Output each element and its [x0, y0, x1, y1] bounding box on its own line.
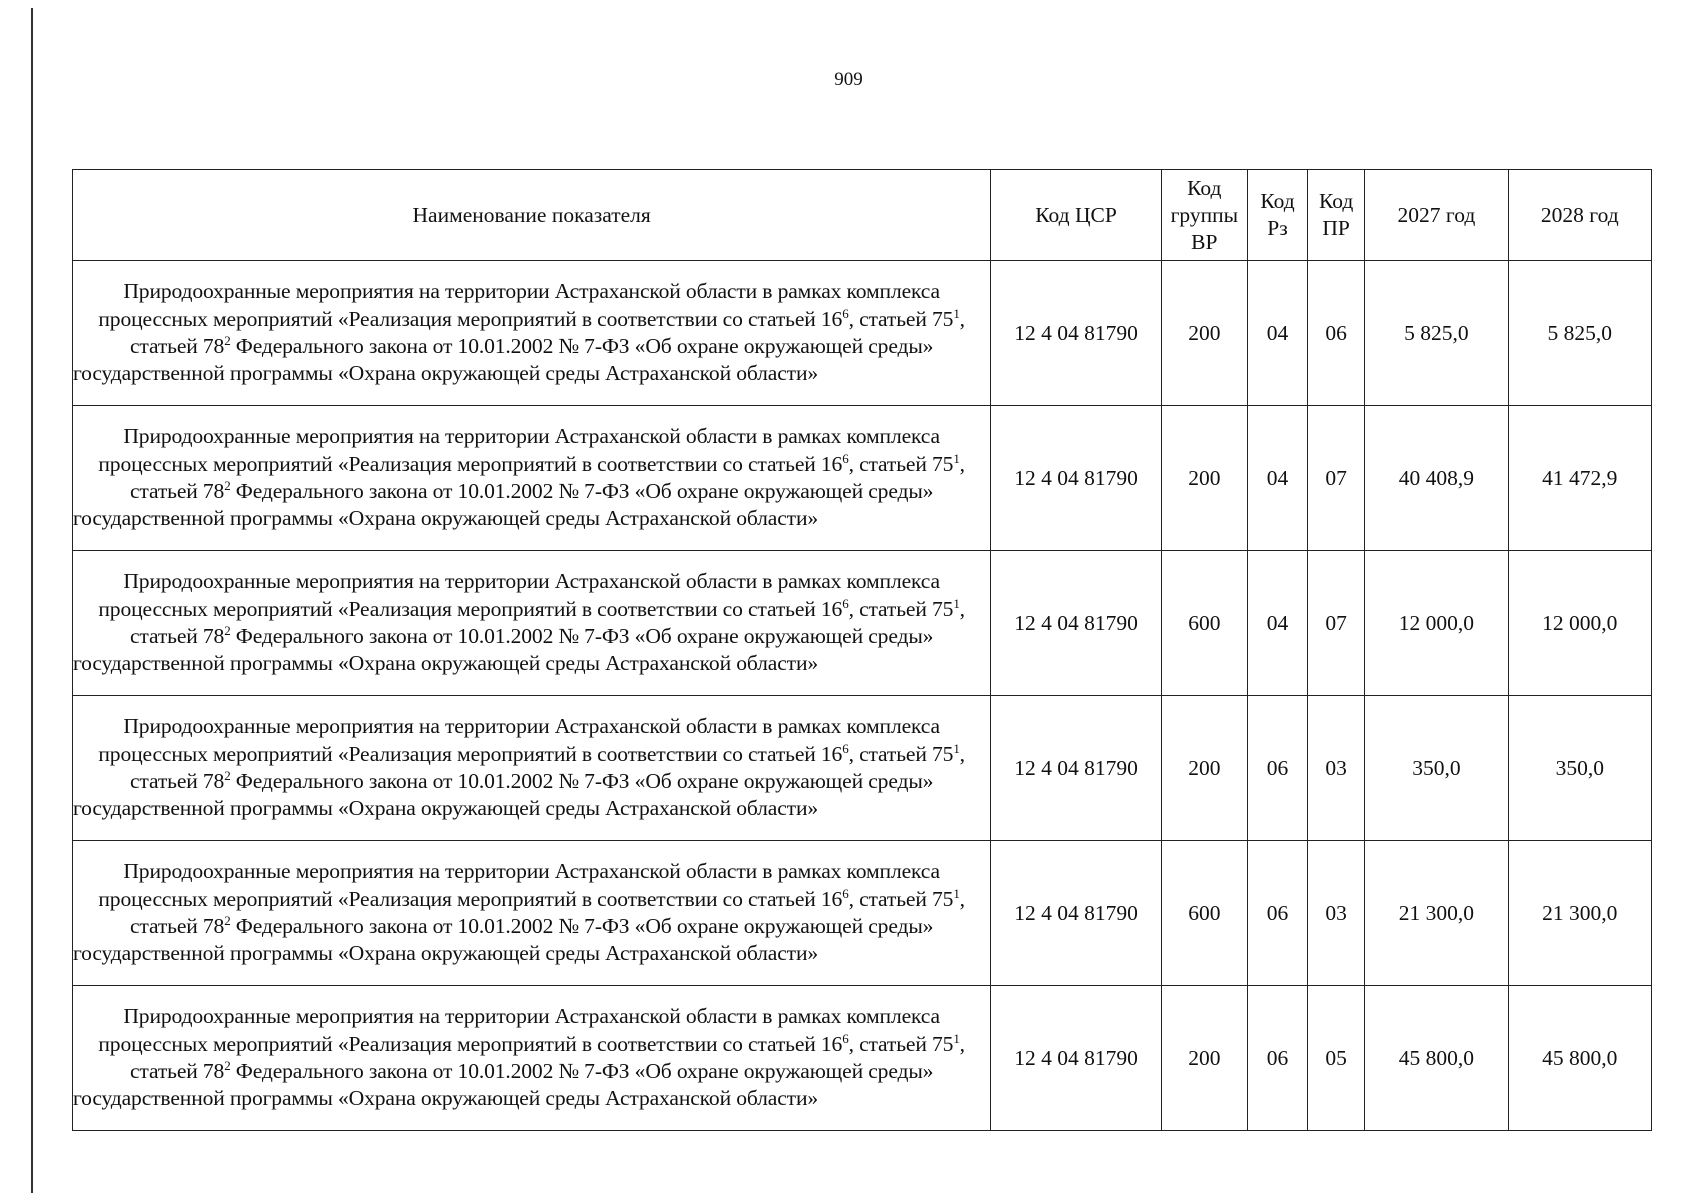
amount-2028: 45 800,0: [1508, 986, 1651, 1131]
vr-code: 200: [1161, 986, 1247, 1131]
table-row: [73, 406, 1652, 551]
amount-2028: 12 000,0: [1508, 551, 1651, 696]
pr-code: 05: [1308, 986, 1365, 1131]
budget-table: [72, 169, 1652, 1131]
pr-code: 03: [1308, 696, 1365, 841]
csr-code: 12 4 04 81790: [991, 841, 1161, 986]
amount-2028: 41 472,9: [1508, 406, 1651, 551]
csr-code: 12 4 04 81790: [991, 406, 1161, 551]
indicator-name: Природоохранные мероприятия на территории Астраханской области в рамках комплекса процессных мероприятий «Реализация мероприятий в соответствии со статьей $16^6$, статьей $75^1$, статьей $78^2$ Федерального закона от 10.01.2002 № 7-ФЗ «Об охране окружающей среды» государственной программы «Охрана окружающей среды Астраханской области»: [73, 696, 991, 841]
rz-code: 04: [1247, 261, 1307, 406]
table-row: [73, 696, 1652, 841]
header-name: Наименование показателя: [73, 170, 991, 261]
header-2028: 2028 год: [1508, 170, 1651, 261]
csr-code: 12 4 04 81790: [991, 696, 1161, 841]
header-csr: Код ЦСР: [991, 170, 1161, 261]
header-rz: Код Рз: [1247, 170, 1307, 261]
amount-2027: 350,0: [1365, 696, 1508, 841]
indicator-name: Природоохранные мероприятия на территории Астраханской области в рамках комплекса процессных мероприятий «Реализация мероприятий в соответствии со статьей $16^6$, статьей $75^1$, статьей $78^2$ Федерального закона от 10.01.2002 № 7-ФЗ «Об охране окружающей среды» государственной программы «Охрана окружающей среды Астраханской области»: [73, 261, 991, 406]
header-vr: Код группы ВР: [1161, 170, 1247, 261]
amount-2027: 12 000,0: [1365, 551, 1508, 696]
header-2027: 2027 год: [1365, 170, 1508, 261]
rz-code: 04: [1247, 406, 1307, 551]
rz-code: 04: [1247, 551, 1307, 696]
amount-2027: 21 300,0: [1365, 841, 1508, 986]
pr-code: 07: [1308, 551, 1365, 696]
amount-2028: 350,0: [1508, 696, 1651, 841]
pr-code: 03: [1308, 841, 1365, 986]
binding-edge-line: [31, 8, 33, 1193]
amount-2028: 21 300,0: [1508, 841, 1651, 986]
vr-code: 200: [1161, 696, 1247, 841]
table-row: [73, 261, 1652, 406]
table-row: [73, 551, 1652, 696]
vr-code: 600: [1161, 841, 1247, 986]
page-number: 909: [834, 69, 863, 90]
table-header: [73, 170, 1652, 261]
csr-code: 12 4 04 81790: [991, 261, 1161, 406]
rz-code: 06: [1247, 841, 1307, 986]
amount-2027: 5 825,0: [1365, 261, 1508, 406]
indicator-name: Природоохранные мероприятия на территории Астраханской области в рамках комплекса процессных мероприятий «Реализация мероприятий в соответствии со статьей $16^6$, статьей $75^1$, статьей $78^2$ Федерального закона от 10.01.2002 № 7-ФЗ «Об охране окружающей среды» государственной программы «Охрана окружающей среды Астраханской области»: [73, 841, 991, 986]
pr-code: 06: [1308, 261, 1365, 406]
header-row: [73, 170, 1652, 261]
table-body: [73, 261, 1652, 1131]
indicator-name: Природоохранные мероприятия на территории Астраханской области в рамках комплекса процессных мероприятий «Реализация мероприятий в соответствии со статьей $16^6$, статьей $75^1$, статьей $78^2$ Федерального закона от 10.01.2002 № 7-ФЗ «Об охране окружающей среды» государственной программы «Охрана окружающей среды Астраханской области»: [73, 406, 991, 551]
amount-2028: 5 825,0: [1508, 261, 1651, 406]
rz-code: 06: [1247, 986, 1307, 1131]
indicator-name: Природоохранные мероприятия на территории Астраханской области в рамках комплекса процессных мероприятий «Реализация мероприятий в соответствии со статьей $16^6$, статьей $75^1$, статьей $78^2$ Федерального закона от 10.01.2002 № 7-ФЗ «Об охране окружающей среды» государственной программы «Охрана окружающей среды Астраханской области»: [73, 551, 991, 696]
vr-code: 600: [1161, 551, 1247, 696]
csr-code: 12 4 04 81790: [991, 986, 1161, 1131]
header-pr: Код ПР: [1308, 170, 1365, 261]
rz-code: 06: [1247, 696, 1307, 841]
table-row: [73, 841, 1652, 986]
vr-code: 200: [1161, 406, 1247, 551]
amount-2027: 40 408,9: [1365, 406, 1508, 551]
indicator-name: Природоохранные мероприятия на территории Астраханской области в рамках комплекса процессных мероприятий «Реализация мероприятий в соответствии со статьей $16^6$, статьей $75^1$, статьей $78^2$ Федерального закона от 10.01.2002 № 7-ФЗ «Об охране окружающей среды» государственной программы «Охрана окружающей среды Астраханской области»: [73, 986, 991, 1131]
table-row: [73, 986, 1652, 1131]
vr-code: 200: [1161, 261, 1247, 406]
amount-2027: 45 800,0: [1365, 986, 1508, 1131]
pr-code: 07: [1308, 406, 1365, 551]
csr-code: 12 4 04 81790: [991, 551, 1161, 696]
